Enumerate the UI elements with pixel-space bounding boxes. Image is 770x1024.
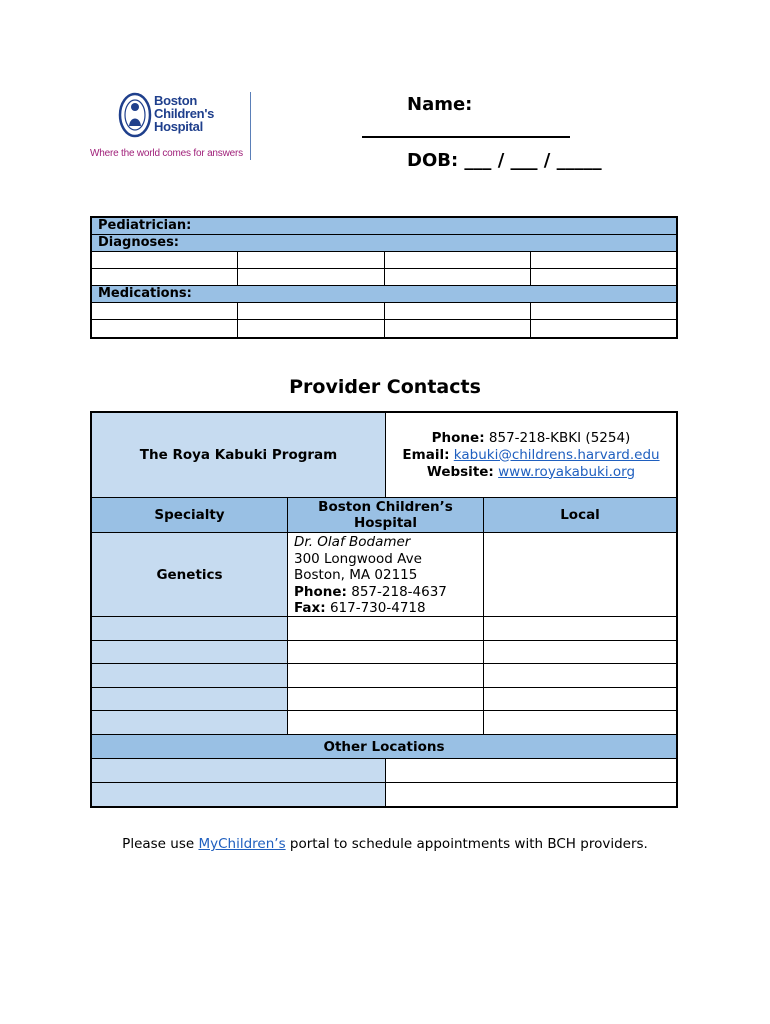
table-row (92, 664, 676, 688)
table-row (92, 617, 676, 641)
name-field-line[interactable] (362, 136, 570, 138)
genetics-phone: Phone: 857-218-4637 (294, 583, 447, 600)
logo-line-2: Children's (154, 106, 215, 121)
program-name: The Roya Kabuki Program (92, 413, 386, 497)
medication-cell[interactable] (92, 303, 238, 319)
footer-note: Please use MyChildren’s portal to schedule appointments with BCH providers. (122, 836, 648, 852)
medication-cell[interactable] (92, 320, 238, 337)
medication-cell[interactable] (385, 320, 531, 337)
bch-header: Boston Children’s Hospital (288, 498, 484, 532)
genetics-bch-contact (288, 533, 484, 616)
other-location-name-cell[interactable] (92, 783, 386, 806)
hospital-logo (88, 92, 258, 164)
other-location-row (92, 783, 676, 806)
diagnoses-row (92, 252, 676, 269)
logo-tagline: Where the world comes for answers (90, 148, 243, 159)
table-row (92, 641, 676, 664)
local-cell[interactable] (484, 641, 676, 663)
bch-cell[interactable] (288, 617, 484, 640)
medications-row (92, 320, 676, 337)
diagnoses-header-row (92, 235, 676, 252)
medications-row (92, 303, 676, 320)
table-row (92, 711, 676, 735)
program-email: Email: kabuki@childrens.harvard.edu (402, 446, 660, 463)
genetics-address-1: 300 Longwood Ave (294, 550, 422, 567)
specialty-cell[interactable] (92, 664, 288, 687)
bch-cell[interactable] (288, 711, 484, 734)
local-cell[interactable] (484, 711, 676, 734)
specialty-cell[interactable] (92, 688, 288, 710)
program-website: Website: www.royakabuki.org (426, 463, 636, 480)
email-link[interactable]: kabuki@childrens.harvard.edu (453, 446, 660, 463)
program-phone: Phone: 857-218-KBKI (5254) (431, 429, 631, 446)
medications-header-row (92, 286, 676, 303)
logo-line-3: Hospital (154, 119, 203, 134)
medication-cell[interactable] (238, 303, 384, 319)
column-header-row (92, 498, 676, 533)
mychildrens-link[interactable]: MyChildren’s (198, 836, 286, 852)
diagnoses-label: Diagnoses: (98, 235, 180, 250)
diagnosis-cell[interactable] (385, 252, 531, 268)
other-location-row (92, 759, 676, 783)
table-row (92, 688, 676, 711)
program-row (92, 413, 676, 498)
patient-info-table (90, 216, 678, 339)
genetics-fax: Fax: 617-730-4718 (294, 600, 426, 616)
genetics-address-2: Boston, MA 02115 (294, 567, 418, 583)
provider-contacts-title: Provider Contacts (289, 376, 481, 398)
diagnosis-cell[interactable] (385, 269, 531, 285)
medication-cell[interactable] (531, 320, 676, 337)
name-label: Name: (407, 94, 473, 115)
other-location-detail-cell[interactable] (386, 783, 676, 806)
diagnosis-cell[interactable] (92, 252, 238, 268)
medication-cell[interactable] (531, 303, 676, 319)
medication-cell[interactable] (385, 303, 531, 319)
pediatrician-row[interactable] (92, 218, 676, 235)
pediatrician-label: Pediatrician: (98, 218, 192, 233)
medications-label: Medications: (98, 286, 192, 301)
specialty-header: Specialty (92, 498, 288, 532)
logo-divider (250, 92, 251, 160)
hospital-emblem-icon (118, 92, 152, 138)
other-location-detail-cell[interactable] (386, 759, 676, 782)
website-link[interactable]: www.royakabuki.org (498, 463, 636, 480)
diagnosis-cell[interactable] (238, 269, 384, 285)
genetics-local-cell[interactable] (484, 533, 676, 616)
diagnosis-cell[interactable] (531, 269, 676, 285)
provider-contacts-table (90, 411, 678, 808)
local-cell[interactable] (484, 664, 676, 687)
specialty-cell[interactable] (92, 711, 288, 734)
medication-cell[interactable] (238, 320, 384, 337)
bch-cell[interactable] (288, 664, 484, 687)
diagnosis-cell[interactable] (238, 252, 384, 268)
specialty-cell[interactable] (92, 641, 288, 663)
local-cell[interactable] (484, 617, 676, 640)
other-locations-label: Other Locations (323, 738, 445, 755)
bch-cell[interactable] (288, 641, 484, 663)
local-header: Local (560, 507, 600, 523)
diagnoses-row (92, 269, 676, 286)
logo-line-1: Boston (154, 93, 197, 108)
genetics-specialty: Genetics (92, 533, 288, 616)
dob-label[interactable]: DOB: ___ / ___ / _____ (407, 150, 602, 171)
other-locations-header (92, 735, 676, 759)
diagnosis-cell[interactable] (531, 252, 676, 268)
bch-cell[interactable] (288, 688, 484, 710)
diagnosis-cell[interactable] (92, 269, 238, 285)
program-contact-info (386, 413, 676, 497)
specialty-cell[interactable] (92, 617, 288, 640)
other-location-name-cell[interactable] (92, 759, 386, 782)
genetics-doctor: Dr. Olaf Bodamer (294, 534, 411, 550)
local-cell[interactable] (484, 688, 676, 710)
genetics-row (92, 533, 676, 617)
